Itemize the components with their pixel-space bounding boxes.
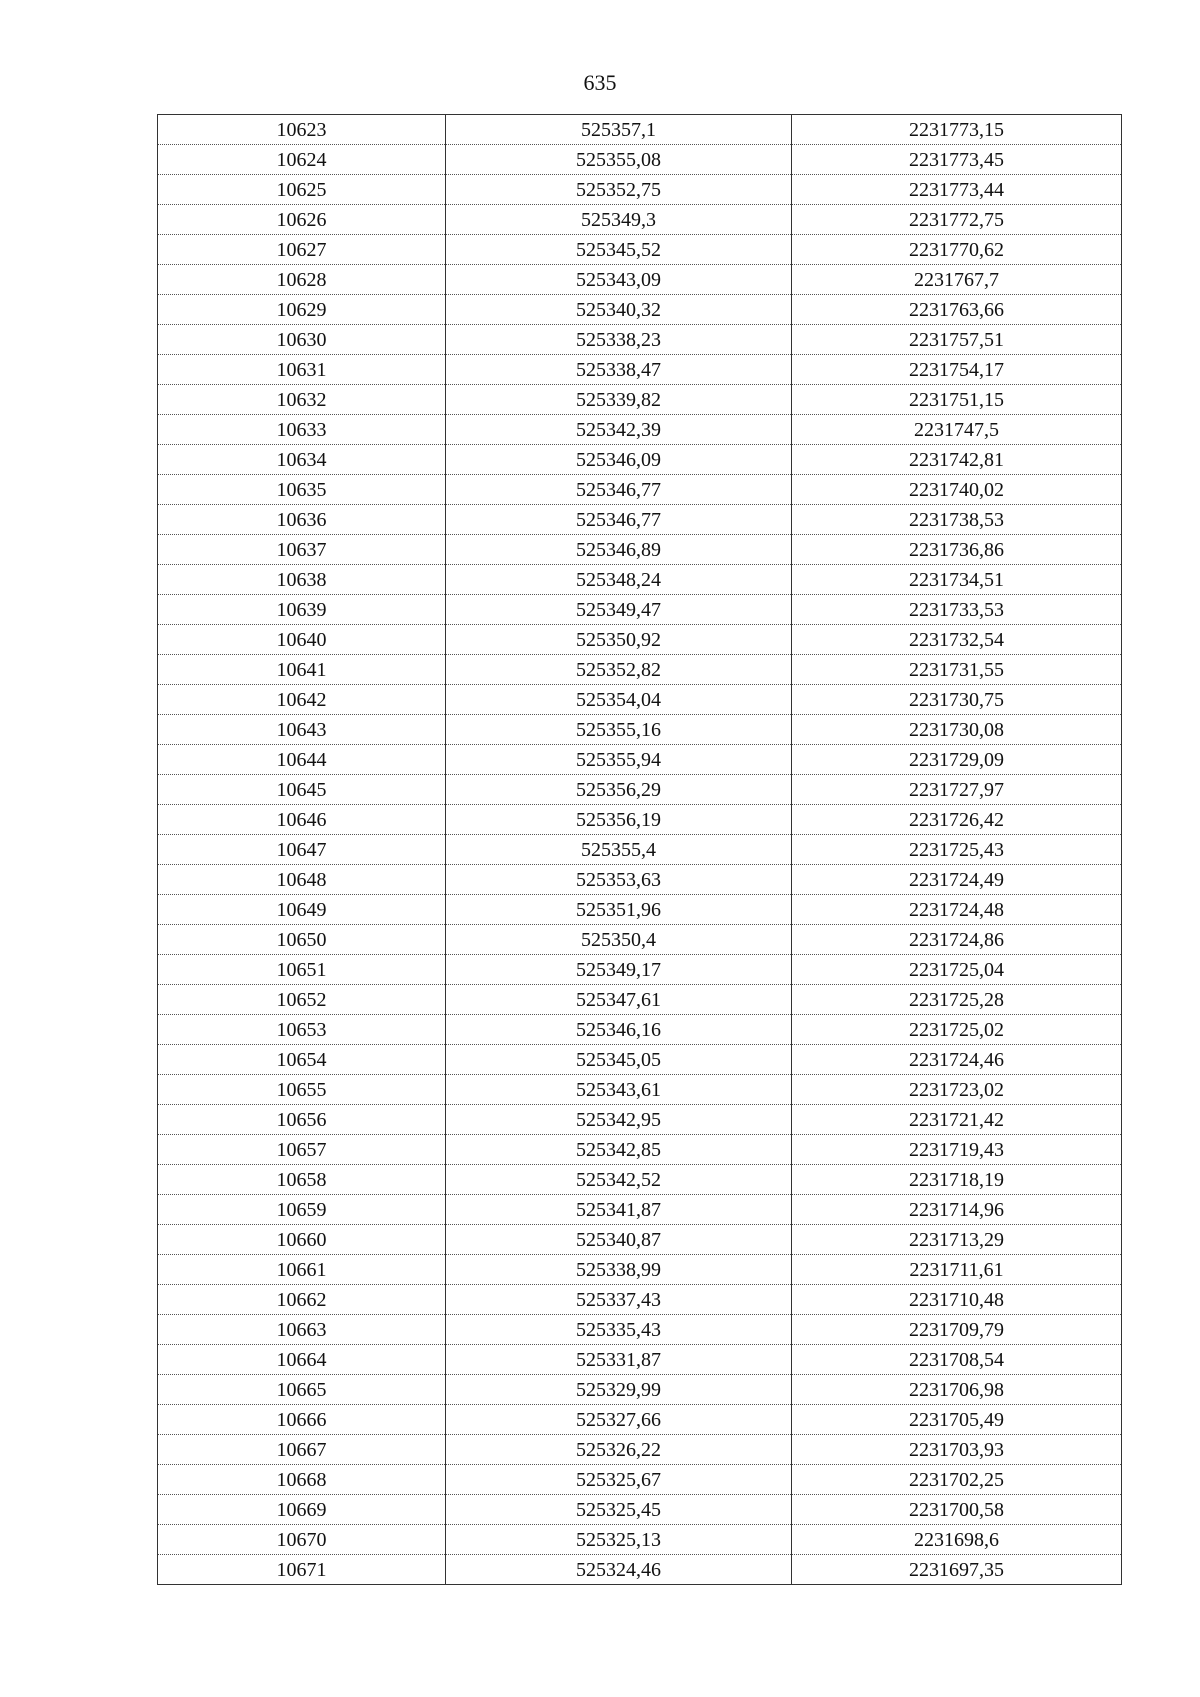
y-coordinate-cell: 2231697,35 [792, 1555, 1122, 1585]
x-coordinate-cell: 525325,45 [446, 1495, 792, 1525]
y-coordinate-cell: 2231700,58 [792, 1495, 1122, 1525]
x-coordinate-cell: 525355,16 [446, 715, 792, 745]
x-coordinate-cell: 525345,05 [446, 1045, 792, 1075]
y-coordinate-cell: 2231703,93 [792, 1435, 1122, 1465]
x-coordinate-cell: 525335,43 [446, 1315, 792, 1345]
y-coordinate-cell: 2231734,51 [792, 565, 1122, 595]
point-number-cell: 10649 [158, 895, 446, 925]
y-coordinate-cell: 2231773,44 [792, 175, 1122, 205]
point-number-cell: 10631 [158, 355, 446, 385]
table-row [158, 145, 1122, 175]
table-row [158, 445, 1122, 475]
table-row [158, 325, 1122, 355]
table-row [158, 1255, 1122, 1285]
point-number-cell: 10648 [158, 865, 446, 895]
x-coordinate-cell: 525342,85 [446, 1135, 792, 1165]
point-number-cell: 10662 [158, 1285, 446, 1315]
table-row [158, 955, 1122, 985]
y-coordinate-cell: 2231730,08 [792, 715, 1122, 745]
y-coordinate-cell: 2231719,43 [792, 1135, 1122, 1165]
x-coordinate-cell: 525348,24 [446, 565, 792, 595]
x-coordinate-cell: 525343,09 [446, 265, 792, 295]
point-number-cell: 10646 [158, 805, 446, 835]
x-coordinate-cell: 525327,66 [446, 1405, 792, 1435]
point-number-cell: 10664 [158, 1345, 446, 1375]
x-coordinate-cell: 525325,67 [446, 1465, 792, 1495]
table-row [158, 805, 1122, 835]
table-row [158, 505, 1122, 535]
y-coordinate-cell: 2231767,7 [792, 265, 1122, 295]
y-coordinate-cell: 2231742,81 [792, 445, 1122, 475]
coordinates-table [157, 114, 1122, 1585]
x-coordinate-cell: 525355,4 [446, 835, 792, 865]
point-number-cell: 10635 [158, 475, 446, 505]
table-row [158, 1285, 1122, 1315]
table-row [158, 835, 1122, 865]
y-coordinate-cell: 2231713,29 [792, 1225, 1122, 1255]
x-coordinate-cell: 525329,99 [446, 1375, 792, 1405]
x-coordinate-cell: 525350,92 [446, 625, 792, 655]
point-number-cell: 10629 [158, 295, 446, 325]
point-number-cell: 10639 [158, 595, 446, 625]
x-coordinate-cell: 525356,19 [446, 805, 792, 835]
point-number-cell: 10643 [158, 715, 446, 745]
x-coordinate-cell: 525340,32 [446, 295, 792, 325]
point-number-cell: 10650 [158, 925, 446, 955]
point-number-cell: 10633 [158, 415, 446, 445]
x-coordinate-cell: 525345,52 [446, 235, 792, 265]
y-coordinate-cell: 2231725,04 [792, 955, 1122, 985]
table-row [158, 865, 1122, 895]
point-number-cell: 10624 [158, 145, 446, 175]
point-number-cell: 10642 [158, 685, 446, 715]
x-coordinate-cell: 525342,52 [446, 1165, 792, 1195]
x-coordinate-cell: 525340,87 [446, 1225, 792, 1255]
y-coordinate-cell: 2231718,19 [792, 1165, 1122, 1195]
y-coordinate-cell: 2231714,96 [792, 1195, 1122, 1225]
y-coordinate-cell: 2231721,42 [792, 1105, 1122, 1135]
table-row [158, 205, 1122, 235]
y-coordinate-cell: 2231747,5 [792, 415, 1122, 445]
x-coordinate-cell: 525350,4 [446, 925, 792, 955]
point-number-cell: 10659 [158, 1195, 446, 1225]
point-number-cell: 10628 [158, 265, 446, 295]
x-coordinate-cell: 525341,87 [446, 1195, 792, 1225]
y-coordinate-cell: 2231724,46 [792, 1045, 1122, 1075]
y-coordinate-cell: 2231706,98 [792, 1375, 1122, 1405]
x-coordinate-cell: 525356,29 [446, 775, 792, 805]
y-coordinate-cell: 2231770,62 [792, 235, 1122, 265]
point-number-cell: 10657 [158, 1135, 446, 1165]
x-coordinate-cell: 525353,63 [446, 865, 792, 895]
x-coordinate-cell: 525342,39 [446, 415, 792, 445]
y-coordinate-cell: 2231731,55 [792, 655, 1122, 685]
point-number-cell: 10645 [158, 775, 446, 805]
table-row [158, 115, 1122, 145]
point-number-cell: 10655 [158, 1075, 446, 1105]
y-coordinate-cell: 2231727,97 [792, 775, 1122, 805]
y-coordinate-cell: 2231723,02 [792, 1075, 1122, 1105]
table-row [158, 685, 1122, 715]
x-coordinate-cell: 525325,13 [446, 1525, 792, 1555]
x-coordinate-cell: 525326,22 [446, 1435, 792, 1465]
point-number-cell: 10661 [158, 1255, 446, 1285]
table-row [158, 745, 1122, 775]
point-number-cell: 10636 [158, 505, 446, 535]
y-coordinate-cell: 2231709,79 [792, 1315, 1122, 1345]
point-number-cell: 10671 [158, 1555, 446, 1585]
y-coordinate-cell: 2231705,49 [792, 1405, 1122, 1435]
x-coordinate-cell: 525343,61 [446, 1075, 792, 1105]
point-number-cell: 10637 [158, 535, 446, 565]
point-number-cell: 10630 [158, 325, 446, 355]
table-row [158, 1135, 1122, 1165]
point-number-cell: 10667 [158, 1435, 446, 1465]
table-row [158, 925, 1122, 955]
y-coordinate-cell: 2231732,54 [792, 625, 1122, 655]
x-coordinate-cell: 525342,95 [446, 1105, 792, 1135]
y-coordinate-cell: 2231725,28 [792, 985, 1122, 1015]
table-row [158, 1075, 1122, 1105]
x-coordinate-cell: 525338,47 [446, 355, 792, 385]
table-row [158, 535, 1122, 565]
y-coordinate-cell: 2231724,49 [792, 865, 1122, 895]
x-coordinate-cell: 525346,89 [446, 535, 792, 565]
table-row [158, 1195, 1122, 1225]
x-coordinate-cell: 525349,17 [446, 955, 792, 985]
table-row [158, 1405, 1122, 1435]
x-coordinate-cell: 525338,23 [446, 325, 792, 355]
x-coordinate-cell: 525355,94 [446, 745, 792, 775]
table-row [158, 295, 1122, 325]
table-row [158, 1525, 1122, 1555]
x-coordinate-cell: 525324,46 [446, 1555, 792, 1585]
y-coordinate-cell: 2231730,75 [792, 685, 1122, 715]
point-number-cell: 10625 [158, 175, 446, 205]
x-coordinate-cell: 525338,99 [446, 1255, 792, 1285]
point-number-cell: 10660 [158, 1225, 446, 1255]
table-row [158, 1435, 1122, 1465]
x-coordinate-cell: 525337,43 [446, 1285, 792, 1315]
point-number-cell: 10656 [158, 1105, 446, 1135]
point-number-cell: 10632 [158, 385, 446, 415]
table-row [158, 475, 1122, 505]
table-row [158, 355, 1122, 385]
point-number-cell: 10666 [158, 1405, 446, 1435]
point-number-cell: 10669 [158, 1495, 446, 1525]
x-coordinate-cell: 525346,77 [446, 475, 792, 505]
point-number-cell: 10668 [158, 1465, 446, 1495]
y-coordinate-cell: 2231729,09 [792, 745, 1122, 775]
page-number: 635 [583, 70, 617, 95]
y-coordinate-cell: 2231754,17 [792, 355, 1122, 385]
table-row [158, 1315, 1122, 1345]
table-row [158, 1015, 1122, 1045]
point-number-cell: 10647 [158, 835, 446, 865]
table-row [158, 175, 1122, 205]
x-coordinate-cell: 525354,04 [446, 685, 792, 715]
y-coordinate-cell: 2231736,86 [792, 535, 1122, 565]
y-coordinate-cell: 2231740,02 [792, 475, 1122, 505]
y-coordinate-cell: 2231702,25 [792, 1465, 1122, 1495]
y-coordinate-cell: 2231733,53 [792, 595, 1122, 625]
point-number-cell: 10653 [158, 1015, 446, 1045]
table-row [158, 1105, 1122, 1135]
y-coordinate-cell: 2231757,51 [792, 325, 1122, 355]
y-coordinate-cell: 2231738,53 [792, 505, 1122, 535]
table-row [158, 1555, 1122, 1585]
y-coordinate-cell: 2231698,6 [792, 1525, 1122, 1555]
x-coordinate-cell: 525346,09 [446, 445, 792, 475]
table-row [158, 595, 1122, 625]
point-number-cell: 10638 [158, 565, 446, 595]
table-row [158, 775, 1122, 805]
point-number-cell: 10627 [158, 235, 446, 265]
y-coordinate-cell: 2231708,54 [792, 1345, 1122, 1375]
y-coordinate-cell: 2231724,48 [792, 895, 1122, 925]
point-number-cell: 10644 [158, 745, 446, 775]
x-coordinate-cell: 525347,61 [446, 985, 792, 1015]
x-coordinate-cell: 525352,75 [446, 175, 792, 205]
table-row [158, 895, 1122, 925]
y-coordinate-cell: 2231725,43 [792, 835, 1122, 865]
x-coordinate-cell: 525357,1 [446, 115, 792, 145]
table-row [158, 715, 1122, 745]
x-coordinate-cell: 525352,82 [446, 655, 792, 685]
y-coordinate-cell: 2231773,45 [792, 145, 1122, 175]
point-number-cell: 10663 [158, 1315, 446, 1345]
table-row [158, 655, 1122, 685]
point-number-cell: 10626 [158, 205, 446, 235]
point-number-cell: 10623 [158, 115, 446, 145]
point-number-cell: 10640 [158, 625, 446, 655]
x-coordinate-cell: 525346,16 [446, 1015, 792, 1045]
y-coordinate-cell: 2231724,86 [792, 925, 1122, 955]
point-number-cell: 10651 [158, 955, 446, 985]
table-row [158, 1495, 1122, 1525]
point-number-cell: 10652 [158, 985, 446, 1015]
table-row [158, 415, 1122, 445]
y-coordinate-cell: 2231726,42 [792, 805, 1122, 835]
table-row [158, 1375, 1122, 1405]
table-row [158, 565, 1122, 595]
table-row [158, 1165, 1122, 1195]
x-coordinate-cell: 525339,82 [446, 385, 792, 415]
x-coordinate-cell: 525349,3 [446, 205, 792, 235]
point-number-cell: 10634 [158, 445, 446, 475]
x-coordinate-cell: 525351,96 [446, 895, 792, 925]
point-number-cell: 10670 [158, 1525, 446, 1555]
table-row [158, 625, 1122, 655]
x-coordinate-cell: 525346,77 [446, 505, 792, 535]
y-coordinate-cell: 2231773,15 [792, 115, 1122, 145]
table-row [158, 1465, 1122, 1495]
y-coordinate-cell: 2231711,61 [792, 1255, 1122, 1285]
y-coordinate-cell: 2231751,15 [792, 385, 1122, 415]
table-row [158, 1045, 1122, 1075]
table-row [158, 985, 1122, 1015]
x-coordinate-cell: 525355,08 [446, 145, 792, 175]
table-row [158, 265, 1122, 295]
table-row [158, 1225, 1122, 1255]
point-number-cell: 10665 [158, 1375, 446, 1405]
y-coordinate-cell: 2231725,02 [792, 1015, 1122, 1045]
y-coordinate-cell: 2231772,75 [792, 205, 1122, 235]
x-coordinate-cell: 525331,87 [446, 1345, 792, 1375]
point-number-cell: 10654 [158, 1045, 446, 1075]
coordinates-table-body [158, 115, 1122, 1585]
table-row [158, 235, 1122, 265]
y-coordinate-cell: 2231763,66 [792, 295, 1122, 325]
y-coordinate-cell: 2231710,48 [792, 1285, 1122, 1315]
point-number-cell: 10641 [158, 655, 446, 685]
table-row [158, 1345, 1122, 1375]
table-row [158, 385, 1122, 415]
x-coordinate-cell: 525349,47 [446, 595, 792, 625]
point-number-cell: 10658 [158, 1165, 446, 1195]
